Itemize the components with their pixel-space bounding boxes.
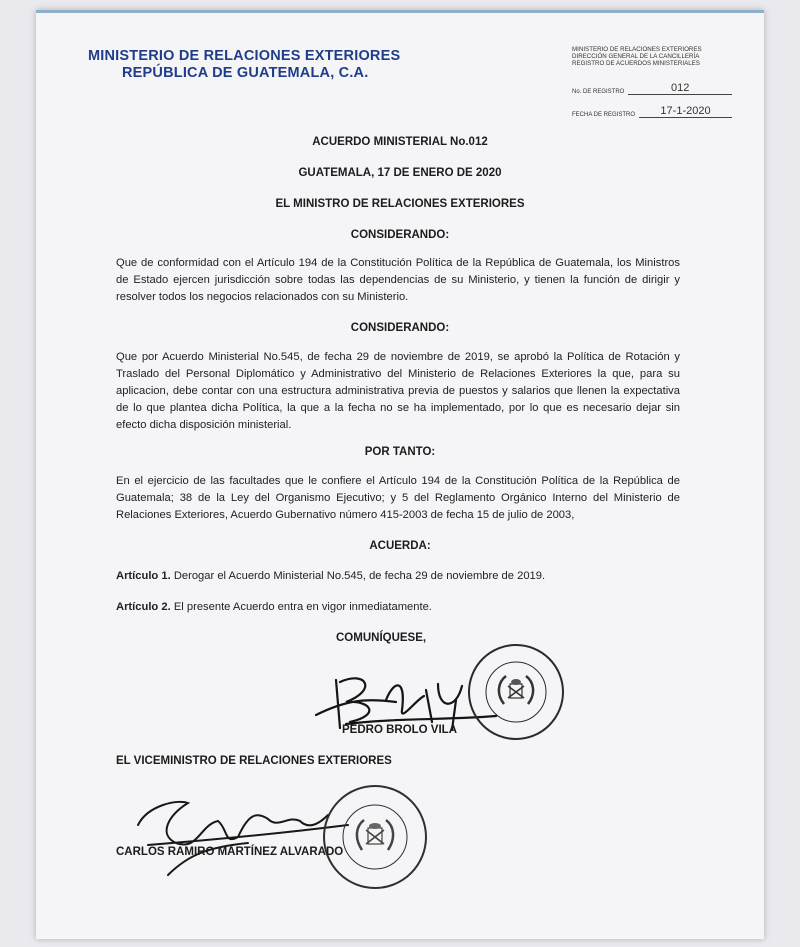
vice-minister-title: EL VICEMINISTRO DE RELACIONES EXTERIORES <box>116 755 392 767</box>
ministry-header <box>88 48 400 82</box>
comuniquese: COMUNÍQUESE, <box>336 632 427 644</box>
articulo-text: Derogar el Acuerdo Ministerial No.545, de fecha 29 de noviembre de 2019. <box>173 570 546 582</box>
registry-number-value: 012 <box>628 82 732 95</box>
registry-line: REGISTRO DE ACUERDOS MINISTERIALES <box>572 60 700 68</box>
ministry-name: MINISTERIO DE RELACIONES EXTERIORES <box>88 48 401 64</box>
considerando-paragraph: Que de conformidad con el Artículo 194 de la Constitución Política de la República de Guatemala, los Ministros de Estado ejercen jurisdicción sobre todas las dependencias de su Ministerio, y tienen la función de dirigir y resolver todos los negocios relacionados con su Ministerio. <box>116 257 680 303</box>
articulo-text: El presente Acuerdo entra en vigor inmediatamente. <box>173 601 432 613</box>
vice-minister-seal <box>320 782 430 892</box>
articulo-2 <box>116 601 432 613</box>
articulo-1 <box>116 570 545 582</box>
registry-date-row <box>572 105 732 118</box>
country-name: REPÚBLICA DE GUATEMALA, C.A. <box>122 65 369 81</box>
registry-date-value: 17-1-2020 <box>639 105 732 118</box>
minister-name: PEDRO BROLO VILA <box>342 724 458 736</box>
document-title: ACUERDO MINISTERIAL No.012 <box>312 136 488 148</box>
acuerda-heading: ACUERDA: <box>369 540 431 552</box>
articulo-label: Artículo 1. <box>116 570 171 582</box>
por-tanto-heading: POR TANTO: <box>364 446 436 458</box>
place-date: GUATEMALA, 17 DE ENERO DE 2020 <box>298 167 502 179</box>
registry-number-label: No. DE REGISTRO <box>572 88 625 95</box>
vice-minister-name: CARLOS RAMIRO MARTÍNEZ ALVARADO <box>116 846 344 858</box>
registry-date-label: FECHA DE REGISTRO <box>572 111 636 118</box>
registry-line: DIRECCIÓN GENERAL DE LA CANCILLERÍA <box>572 53 700 61</box>
top-border <box>36 10 764 13</box>
considerando-paragraph: Que por Acuerdo Ministerial No.545, de fecha 29 de noviembre de 2019, se aprobó la Política de Rotación y Traslado del Personal Diplomático y Administrativo del Ministerio de Relaciones Exteriores la que, para su aplicacion, debe contar con una estructura administrativa previa de puestos y salarios que llenen la expectativa de lo que plantea dicha Política, la que a la fecha no se ha implementado, por lo que es necesario dejar sin efecto dicha disposición ministerial. <box>116 351 680 431</box>
por-tanto-paragraph: En el ejercicio de las facultades que le confiere el Artículo 194 de la Constitución Política de la República de Guatemala; 38 de la Ley del Organismo Ejecutivo; y 5 del Reglamento Orgánico Interno del Ministerio de Relaciones Exteriores, Acuerdo Gubernativo número 415-2003 de fecha 15 de julio de 2003, <box>116 475 680 521</box>
considerando-heading: CONSIDERANDO: <box>350 322 450 334</box>
authority-heading: EL MINISTRO DE RELACIONES EXTERIORES <box>275 198 525 210</box>
document-page <box>36 10 764 939</box>
registry-number-row <box>572 82 732 95</box>
articulo-label: Artículo 2. <box>116 601 171 613</box>
minister-seal <box>466 642 566 742</box>
registry-box <box>572 46 732 118</box>
considerando-heading: CONSIDERANDO: <box>350 229 450 241</box>
registry-line: MINISTERIO DE RELACIONES EXTERIORES <box>572 46 702 53</box>
